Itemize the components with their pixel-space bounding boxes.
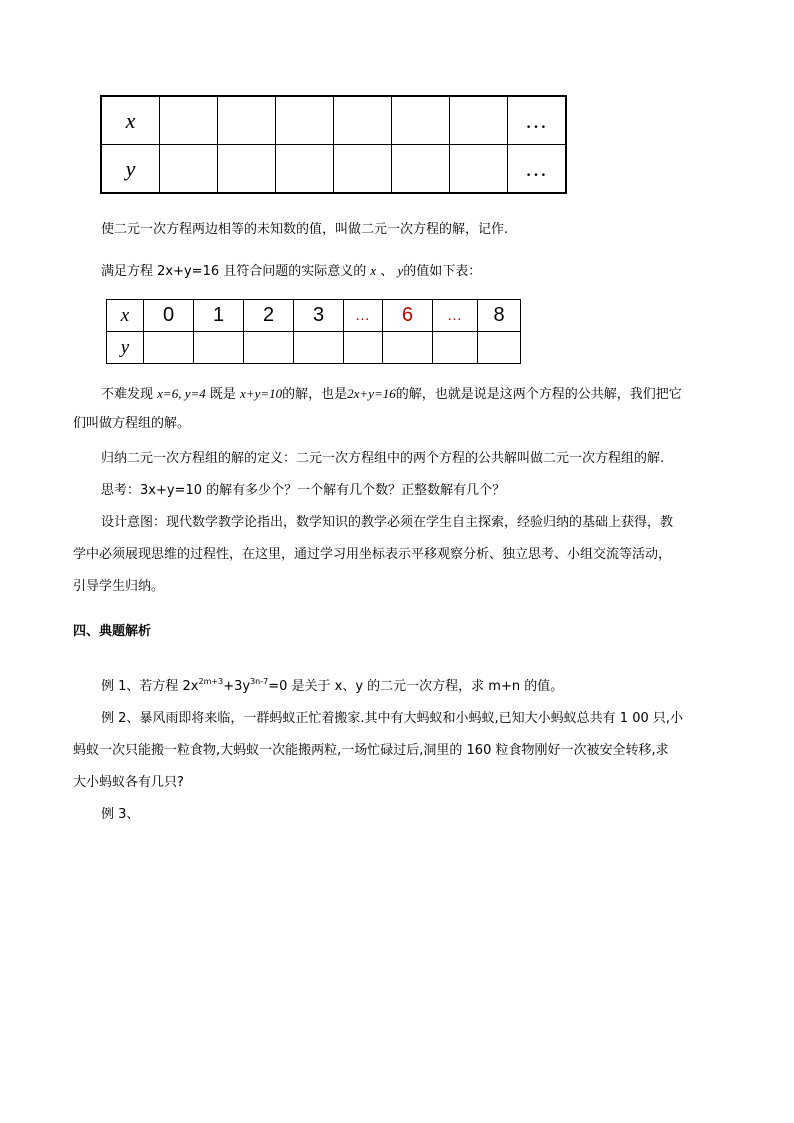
table-cell-value: 3 xyxy=(294,300,344,332)
table-row-y xyxy=(107,332,521,364)
table-cell-ellipsis: … xyxy=(344,300,383,332)
table-cell xyxy=(450,96,508,145)
definition-paragraph: 使二元一次方程两边相等的未知数的值，叫做二元一次方程的解，记作. xyxy=(101,222,509,237)
table-cell xyxy=(218,145,276,194)
table-cell xyxy=(334,145,392,194)
table-cell xyxy=(294,332,344,364)
satisfy-y: y xyxy=(397,263,404,278)
observe-mid2: 的解，也是 xyxy=(282,387,348,402)
table-row-y xyxy=(101,145,566,194)
example1-sup1: 2m+3 xyxy=(198,677,224,686)
table-cell xyxy=(160,96,218,145)
table-cell xyxy=(218,96,276,145)
observe-eq2: x+y=10 xyxy=(240,386,283,401)
example1-pre: 例 1、若方程 2x xyxy=(101,679,199,694)
example-2-line3: 大小蚂蚁各有几只? xyxy=(73,775,184,790)
table-cell xyxy=(160,145,218,194)
example-1 xyxy=(101,677,563,698)
observe-paragraph-line1 xyxy=(101,384,682,405)
table-cell-value: 8 xyxy=(478,300,521,332)
table-cell-label: y xyxy=(107,332,144,364)
example-2-line2: 蚂蚁一次只能搬一粒食物,大蚂蚁一次能搬两粒,一场忙碌过后,洞里的 160 粒食物刚好一次被安全转移,求 xyxy=(73,743,669,758)
table-cell xyxy=(244,332,294,364)
observe-mid1: 既是 xyxy=(209,387,236,402)
example-3: 例 3、 xyxy=(101,807,140,822)
design-paragraph-line2: 学中必须展现思维的过程性，在这里，通过学习用坐标表示平移观察分析、独立思考、小组交流等活动， xyxy=(73,547,672,562)
table-cell xyxy=(344,332,383,364)
table-cell xyxy=(392,145,450,194)
table-cell-label: x xyxy=(107,300,144,332)
table-cell-value: 1 xyxy=(194,300,244,332)
table-cell xyxy=(194,332,244,364)
table-cell-ellipsis: … xyxy=(508,96,567,145)
satisfy-post: 的值如下表： xyxy=(403,264,482,279)
table-cell-value: 0 xyxy=(144,300,194,332)
design-paragraph-line3: 引导学生归纳。 xyxy=(73,579,165,594)
satisfy-pre: 满足方程 2x+y=16 且符合问题的实际意义的 xyxy=(101,264,367,279)
table-cell xyxy=(276,96,334,145)
table-row-x xyxy=(107,300,521,332)
summary-paragraph: 归纳二元一次方程组的解的定义：二元一次方程组中的两个方程的公共解叫做二元一次方程组的解. xyxy=(101,451,665,466)
table-cell xyxy=(383,332,433,364)
solution-table-empty xyxy=(100,95,567,194)
design-paragraph-line1: 设计意图：现代数学教学论指出，数学知识的教学必须在学生自主探索，经验归纳的基础上获得，教 xyxy=(101,515,674,530)
table-cell xyxy=(392,96,450,145)
observe-eq1: x=6, y=4 xyxy=(157,386,206,401)
table-cell-label: x xyxy=(101,96,160,145)
example1-post: =0 是关于 x、y 的二元一次方程，求 m+n 的值。 xyxy=(268,679,564,694)
example-2-line1: 例 2、暴风雨即将来临，一群蚂蚁正忙着搬家.其中有大蚂蚁和小蚂蚁,已知大小蚂蚁总共有 1 00 只,小 xyxy=(101,711,684,726)
table-cell xyxy=(334,96,392,145)
table-cell xyxy=(450,145,508,194)
table-cell-value-highlight: 6 xyxy=(383,300,433,332)
solution-table-values xyxy=(106,299,521,364)
table-cell-ellipsis: … xyxy=(433,300,478,332)
table-cell xyxy=(144,332,194,364)
table-cell xyxy=(433,332,478,364)
table-cell-value: 2 xyxy=(244,300,294,332)
example1-sup2: 3n-7 xyxy=(250,677,269,686)
table-cell xyxy=(276,145,334,194)
table-cell xyxy=(478,332,521,364)
observe-eq3: 2x+y=16 xyxy=(347,386,396,401)
table-cell-label: y xyxy=(101,145,160,194)
think-paragraph: 思考：3x+y=10 的解有多少个？一个解有几个数？正整数解有几个？ xyxy=(101,483,506,498)
satisfy-paragraph xyxy=(101,261,481,282)
observe-paragraph-line2: 们叫做方程组的解。 xyxy=(73,416,191,431)
table-row-x xyxy=(101,96,566,145)
satisfy-x: x xyxy=(370,263,377,278)
table-cell-ellipsis: … xyxy=(508,145,567,194)
example1-mid: +3y xyxy=(223,679,251,694)
observe-post: 的解，也就是说是这两个方程的公共解，我们把它 xyxy=(395,387,682,402)
section-heading: 四、典题解析 xyxy=(73,624,152,639)
observe-pre: 不难发现 xyxy=(101,387,154,402)
satisfy-sep: 、 xyxy=(380,264,394,279)
